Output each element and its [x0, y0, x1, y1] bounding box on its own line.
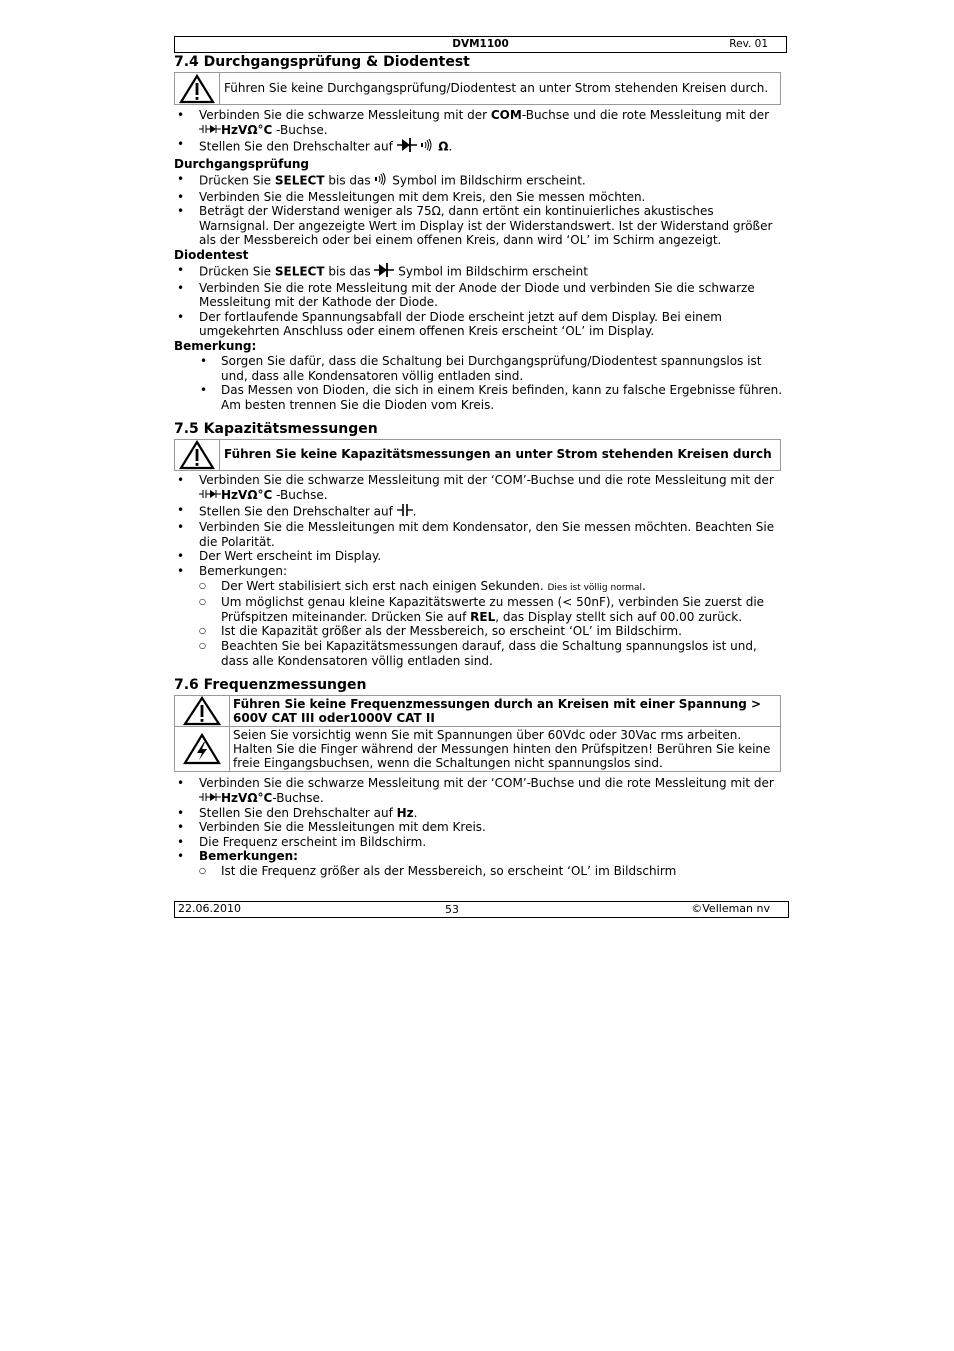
list-item: • Verbinden Sie die schwarze Messleitung mit der COM-Buchse und die rote Messleitung mit der HzVΩ°C -Buchse.	[174, 108, 787, 137]
list-item: • Stellen Sie den Drehschalter auf .	[174, 503, 787, 521]
warning-box-continuity	[174, 72, 781, 105]
list-item: • Verbinden Sie die schwarze Messleitung mit der ‘COM’-Buchse und die rote Messleitung mit der HzVΩ°C -Buchse.	[174, 473, 787, 502]
list-item: • Der Wert erscheint im Display.	[174, 549, 787, 564]
warning-row	[175, 696, 780, 726]
list-item: • Verbinden Sie die rote Messleitung mit der Anode der Diode und verbinden Sie die schwarze Messleitung mit der Kathode der Diode.	[174, 281, 787, 310]
footer-copyright: ©Velleman nv	[691, 902, 770, 915]
list-item: • Verbinden Sie die Messleitungen mit dem Kondensator, den Sie messen möchten. Beachten Sie die Polarität.	[174, 520, 787, 549]
list-7-6	[174, 776, 787, 878]
subheading-remark: Bemerkung:	[174, 338, 257, 353]
warning-row	[175, 726, 780, 771]
list-item: • Stellen Sie den Drehschalter auf Hz.	[174, 806, 787, 821]
section-title-7-4: 7.4 Durchgangsprüfung & Diodentest	[174, 54, 470, 70]
sound-icon	[420, 138, 434, 156]
section-title-7-5: 7.5 Kapazitätsmessungen	[174, 421, 378, 438]
header-model: DVM1100	[452, 38, 509, 50]
list-7-4	[174, 108, 787, 157]
list-diode	[174, 263, 787, 339]
list-item: • Verbinden Sie die Messleitungen mit dem Kreis, den Sie messen möchten.	[174, 190, 787, 205]
list-item: ○ Der Wert stabilisiert sich erst nach einigen Sekunden. Dies ist völlig normal.	[174, 579, 787, 596]
cap-diode-icon	[199, 488, 221, 503]
list-item: • Beträgt der Widerstand weniger als 75Ω, dann ertönt ein kontinuierliches akustisches Warnsignal. Der angezeigte Wert im Display ist der Widerstandswert. Ist der Widerstand größer als der Messbereich oder bei einem offenen Kreis, dann wird ‘OL’ im Schirm angezeigt.	[174, 204, 787, 248]
list-item: • Drücken Sie SELECT bis das Symbol im Bildschirm erscheint.	[174, 172, 787, 190]
warning-text: Führen Sie keine Kapazitätsmessungen an unter Strom stehenden Kreisen durch	[224, 447, 772, 462]
list-item: • Bemerkungen:	[174, 564, 787, 579]
list-item: • Der fortlaufende Spannungsabfall der Diode erscheint jetzt auf dem Display. Bei einem umgekehrten Anschluss oder einem offenen Kreis erscheint ‘OL’ im Display.	[174, 310, 787, 339]
page	[174, 36, 787, 879]
list-item: • Stellen Sie den Drehschalter auf Ω.	[174, 137, 787, 157]
list-continuity	[174, 172, 787, 248]
list-item: • Verbinden Sie die schwarze Messleitung mit der ‘COM’-Buchse und die rote Messleitung mit der HzVΩ°C-Buchse.	[174, 776, 787, 805]
list-item: • Sorgen Sie dafür, dass die Schaltung bei Durchgangsprüfung/Diodentest spannungslos ist und, dass alle Kondensatoren völlig entladen sind.	[174, 354, 787, 383]
list-item: ○ Ist die Kapazität größer als der Messbereich, so erscheint ‘OL’ im Bildschirm.	[174, 624, 787, 639]
warning-text: Seien Sie vorsichtig wenn Sie mit Spannungen über 60Vdc oder 30Vac rms arbeiten. Halten Sie die Finger während der Messungen hinten den Prüfspitzen! Berühren Sie keine freie Eingangsbuchsen, wenn die Schaltungen nicht spannungslos sind.	[233, 728, 771, 771]
list-item: • Die Frequenz erscheint im Bildschirm.	[174, 835, 787, 850]
list-remark	[174, 354, 787, 412]
section-title-7-6: 7.6 Frequenzmessungen	[174, 677, 367, 694]
warning-box-capacitance	[174, 439, 781, 471]
warning-triangle-icon	[175, 73, 220, 104]
warning-triangle-icon	[175, 696, 230, 726]
footer-date: 22.06.2010	[178, 902, 241, 915]
list-item: • Das Messen von Dioden, die sich in einem Kreis befinden, kann zu falsche Ergebnisse führen. Am besten trennen Sie die Dioden vom Kreis.	[174, 383, 787, 412]
sound-icon	[374, 172, 388, 190]
list-item: • Verbinden Sie die Messleitungen mit dem Kreis.	[174, 820, 787, 835]
warning-text: Führen Sie keine Durchgangsprüfung/Diodentest an unter Strom stehenden Kreisen durch.	[224, 81, 769, 95]
header-rev: Rev. 01	[729, 38, 768, 50]
list-7-5	[174, 473, 787, 668]
cap-diode-icon	[199, 123, 221, 138]
warning-triangle-icon	[175, 440, 220, 470]
subheading-continuity: Durchgangsprüfung	[174, 156, 309, 171]
warning-box-frequency	[174, 695, 781, 772]
footer-page-number: 53	[445, 903, 459, 916]
page-header	[174, 36, 787, 53]
list-item: ○ Ist die Frequenz größer als der Messbereich, so erscheint ‘OL’ im Bildschirm	[174, 864, 787, 879]
list-item: ○ Beachten Sie bei Kapazitätsmessungen darauf, dass die Schaltung spannungslos ist und, dass alle Kondensatoren völlig entladen sind.	[174, 639, 787, 668]
diode-icon	[397, 137, 417, 157]
capacitor-icon	[397, 503, 413, 521]
diode-icon	[374, 263, 394, 281]
cap-diode-icon	[199, 791, 221, 806]
high-voltage-icon	[175, 727, 230, 771]
list-item: • Bemerkungen:	[174, 849, 787, 864]
warning-text: Führen Sie keine Frequenzmessungen durch an Kreisen mit einer Spannung > 600V CAT III oder1000V CAT II	[233, 697, 762, 726]
subheading-diode: Diodentest	[174, 247, 249, 262]
page-footer	[174, 901, 789, 918]
list-item: ○ Um möglichst genau kleine Kapazitätswerte zu messen (< 50nF), verbinden Sie zuerst die Prüfspitzen miteinander. Drücken Sie auf REL, das Display stellt sich auf 00.00 zurück.	[174, 595, 787, 624]
list-item: • Drücken Sie SELECT bis das Symbol im Bildschirm erscheint	[174, 263, 787, 281]
